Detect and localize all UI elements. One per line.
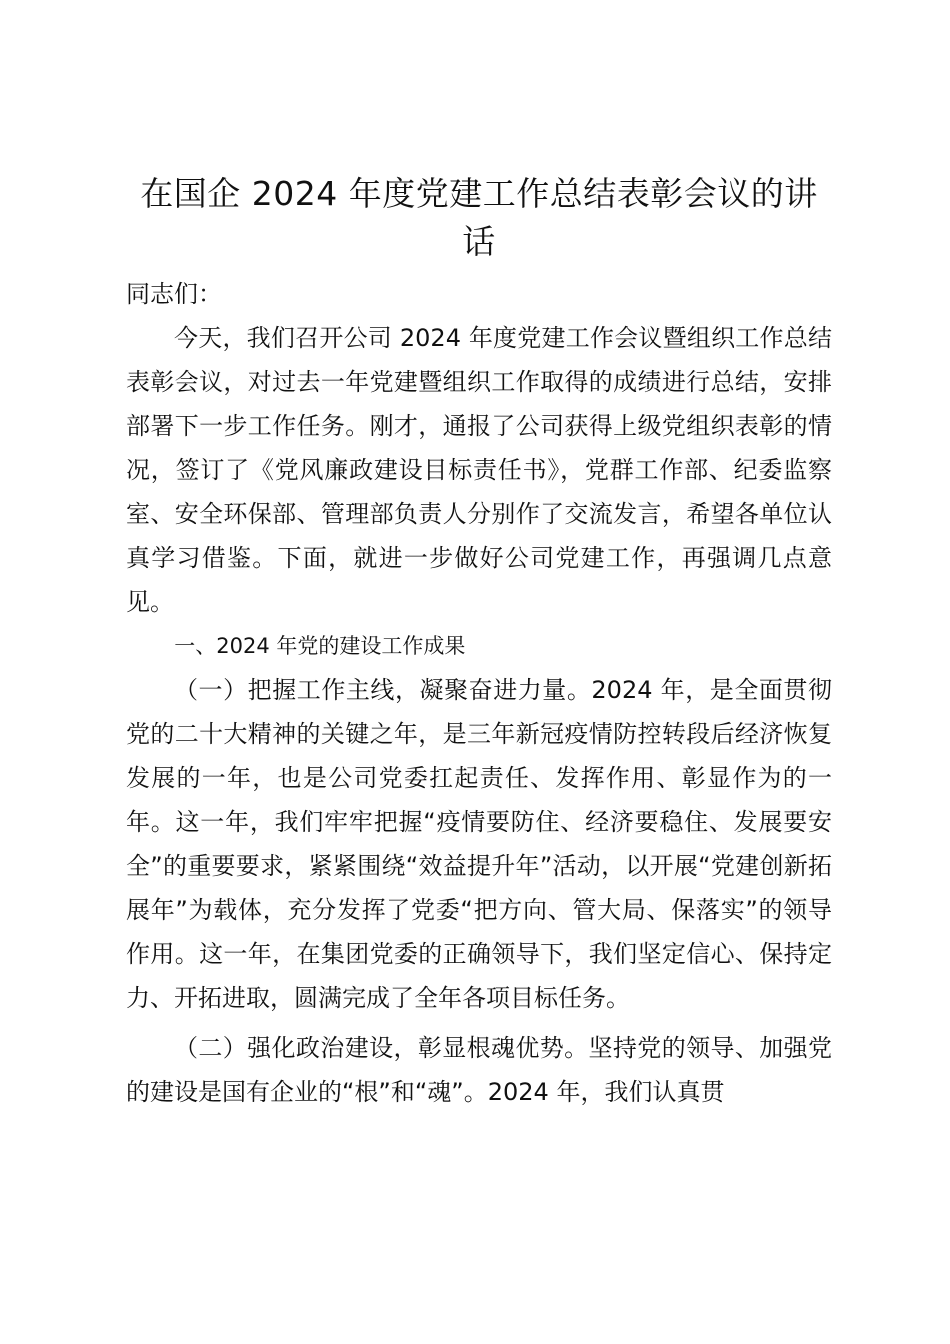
section-paragraph-1: （一）把握工作主线，凝聚奋进力量。2024 年，是全面贯彻党的二十大精神的关键之年，是三年新冠疫情防控转段后经济恢复发展的一年，也是公司党委扛起责任、发挥作用、彰显作为的一年。这一年，我们牢牢把握“疫情要防住、经济要稳住、发展要安全”的重要要求，紧紧围绕“效益提升年”活动，以开展“党建创新拓展年”为载体，充分发挥了党委“把方向、管大局、保落实”的领导作用。这一年，在集团党委的正确领导下，我们坚定信心、保持定力、开拓进取，圆满完成了全年各项目标任务。 [126, 676, 832, 1012]
document-title: 在国企 2024 年度党建工作总结表彰会议的讲话 [140, 174, 818, 261]
intro-paragraph: 今天，我们召开公司 2024 年度党建工作会议暨组织工作总结表彰会议，对过去一年党建暨组织工作取得的成绩进行总结，安排部署下一步工作任务。刚才，通报了公司获得上级党组织表彰的情况，签订了《党风廉政建设目标责任书》，党群工作部、纪委监察室、安全环保部、管理部负责人分别作了交流发言，希望各单位认真学习借鉴。下面，就进一步做好公司党建工作，再强调几点意见。 [126, 324, 832, 616]
section-heading: 一、2024 年党的建设工作成果 [174, 634, 466, 658]
section-paragraph-2: （二）强化政治建设，彰显根魂优势。坚持党的领导、加强党的建设是国有企业的“根”和“魂”。2024 年，我们认真贯 [126, 1034, 832, 1106]
salutation: 同志们： [126, 280, 222, 308]
document-page [126, 170, 832, 1114]
